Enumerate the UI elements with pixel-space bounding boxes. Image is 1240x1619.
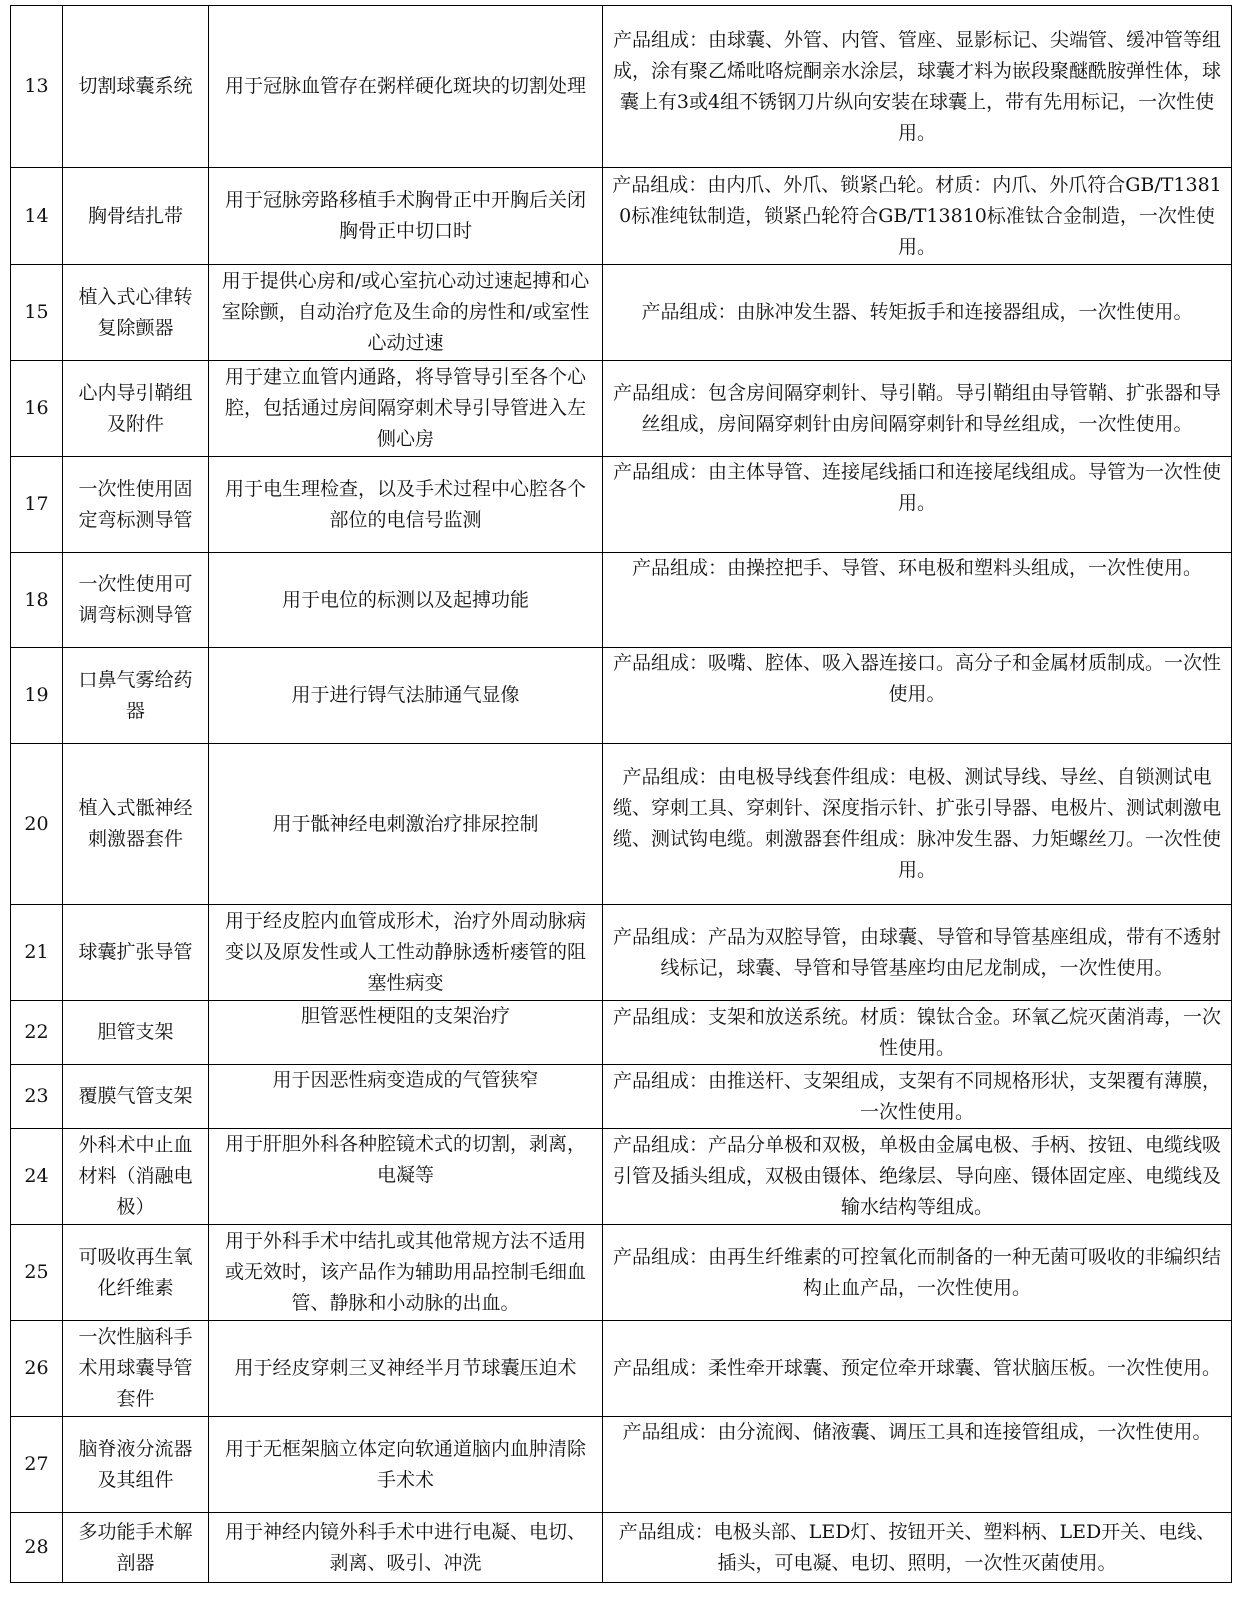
table-row bbox=[11, 265, 1232, 361]
table-row bbox=[11, 1417, 1232, 1513]
row-number: 27 bbox=[11, 1417, 63, 1513]
intended-use: 用于电生理检查，以及手术过程中心腔各个部位的电信号监测 bbox=[209, 457, 603, 553]
intended-use: 用于提供心房和/或心室抗心动过速起搏和心室除颤，自动治疗危及生命的房性和/或室性心动过速 bbox=[209, 265, 603, 361]
row-number: 24 bbox=[11, 1129, 63, 1225]
intended-use: 用于神经内镜外科手术中进行电凝、电切、剥离、吸引、冲洗 bbox=[209, 1513, 603, 1583]
intended-use: 用于无框架脑立体定向软通道脑内血肿清除手术术 bbox=[209, 1417, 603, 1513]
product-composition: 产品组成：由推送杆、支架组成，支架有不同规格形状，支架覆有薄膜，一次性使用。 bbox=[603, 1065, 1232, 1129]
table-row bbox=[11, 905, 1232, 1001]
intended-use: 用于冠脉血管存在粥样硬化斑块的切割处理 bbox=[209, 6, 603, 168]
table-row bbox=[11, 361, 1232, 457]
product-name: 一次性使用固定弯标测导管 bbox=[63, 457, 209, 553]
intended-use: 用于建立血管内通路，将导管导引至各个心腔，包括通过房间隔穿刺术导引导管进入左侧心房 bbox=[209, 361, 603, 457]
product-name: 口鼻气雾给药器 bbox=[63, 648, 209, 744]
row-number: 28 bbox=[11, 1513, 63, 1583]
row-number: 20 bbox=[11, 744, 63, 905]
row-number: 26 bbox=[11, 1321, 63, 1417]
product-name: 多功能手术解剖器 bbox=[63, 1513, 209, 1583]
product-composition: 产品组成：由操控把手、导管、环电极和塑料头组成，一次性使用。 bbox=[603, 553, 1232, 648]
row-number: 25 bbox=[11, 1225, 63, 1321]
product-composition: 产品组成：产品分单极和双极，单极由金属电极、手柄、按钮、电缆线吸引管及插头组成，双极由镊体、绝缘层、导向座、镊体固定座、电缆线及输水结构等组成。 bbox=[603, 1129, 1232, 1225]
product-name: 外科术中止血材料（消融电极） bbox=[63, 1129, 209, 1225]
product-composition: 产品组成：由电极导线套件组成：电极、测试导线、导丝、自锁测试电缆、穿刺工具、穿刺针、深度指示针、扩张引导器、电极片、测试刺激电缆、测试钩电缆。刺激器套件组成：脉冲发生器、力矩螺丝刀。一次性使用。 bbox=[603, 744, 1232, 905]
intended-use: 用于进行锝气法肺通气显像 bbox=[209, 648, 603, 744]
product-name: 胸骨结扎带 bbox=[63, 168, 209, 265]
product-name: 植入式骶神经刺激器套件 bbox=[63, 744, 209, 905]
table-row bbox=[11, 1321, 1232, 1417]
product-composition: 产品组成：由内爪、外爪、锁紧凸轮。材质：内爪、外爪符合GB/T13810标准纯钛制造，锁紧凸轮符合GB/T13810标准钛合金制造，一次性使用。 bbox=[603, 168, 1232, 265]
table-row bbox=[11, 1513, 1232, 1583]
intended-use: 用于经皮穿刺三叉神经半月节球囊压迫术 bbox=[209, 1321, 603, 1417]
product-name: 胆管支架 bbox=[63, 1001, 209, 1065]
row-number: 22 bbox=[11, 1001, 63, 1065]
table-row bbox=[11, 168, 1232, 265]
intended-use: 用于电位的标测以及起搏功能 bbox=[209, 553, 603, 648]
table-row bbox=[11, 553, 1232, 648]
intended-use: 用于经皮腔内血管成形术，治疗外周动脉病变以及原发性或人工性动静脉透析瘘管的阻塞性病变 bbox=[209, 905, 603, 1001]
device-table bbox=[10, 5, 1232, 1583]
device-table-page bbox=[10, 5, 1231, 1583]
product-name: 切割球囊系统 bbox=[63, 6, 209, 168]
product-composition: 产品组成：由球囊、外管、内管、管座、显影标记、尖端管、缓冲管等组成，涂有聚乙烯吡咯烷酮亲水涂层，球囊才料为嵌段聚醚酰胺弹性体，球囊上有3或4组不锈钢刀片纵向安装在球囊上，带有先用标记，一次性使用。 bbox=[603, 6, 1232, 168]
table-row bbox=[11, 744, 1232, 905]
table-row bbox=[11, 1065, 1232, 1129]
product-name: 一次性脑科手术用球囊导管套件 bbox=[63, 1321, 209, 1417]
product-composition: 产品组成：包含房间隔穿刺针、导引鞘。导引鞘组由导管鞘、扩张器和导丝组成，房间隔穿刺针由房间隔穿刺针和导丝组成，一次性使用。 bbox=[603, 361, 1232, 457]
intended-use: 用于因恶性病变造成的气管狭窄 bbox=[209, 1065, 603, 1129]
intended-use: 用于外科手术中结扎或其他常规方法不适用或无效时，该产品作为辅助用品控制毛细血管、静脉和小动脉的出血。 bbox=[209, 1225, 603, 1321]
product-composition: 产品组成：由脉冲发生器、转矩扳手和连接器组成，一次性使用。 bbox=[603, 265, 1232, 361]
row-number: 23 bbox=[11, 1065, 63, 1129]
row-number: 14 bbox=[11, 168, 63, 265]
product-name: 球囊扩张导管 bbox=[63, 905, 209, 1001]
product-composition: 产品组成：由主体导管、连接尾线插口和连接尾线组成。导管为一次性使用。 bbox=[603, 457, 1232, 553]
row-number: 19 bbox=[11, 648, 63, 744]
product-composition: 产品组成：支架和放送系统。材质：镍钛合金。环氧乙烷灭菌消毒，一次性使用。 bbox=[603, 1001, 1232, 1065]
product-composition: 产品组成：柔性牵开球囊、预定位牵开球囊、管状脑压板。一次性使用。 bbox=[603, 1321, 1232, 1417]
row-number: 21 bbox=[11, 905, 63, 1001]
table-row bbox=[11, 1225, 1232, 1321]
product-composition: 产品组成：电极头部、LED灯、按钮开关、塑料柄、LED开关、电线、插头，可电凝、电切、照明，一次性灭菌使用。 bbox=[603, 1513, 1232, 1583]
row-number: 17 bbox=[11, 457, 63, 553]
table-row bbox=[11, 1001, 1232, 1065]
product-composition: 产品组成：由分流阀、储液囊、调压工具和连接管组成，一次性使用。 bbox=[603, 1417, 1232, 1513]
intended-use: 用于骶神经电刺激治疗排尿控制 bbox=[209, 744, 603, 905]
product-name: 植入式心律转复除颤器 bbox=[63, 265, 209, 361]
product-name: 一次性使用可调弯标测导管 bbox=[63, 553, 209, 648]
table-row bbox=[11, 457, 1232, 553]
product-composition: 产品组成：吸嘴、腔体、吸入器连接口。高分子和金属材质制成。一次性使用。 bbox=[603, 648, 1232, 744]
row-number: 15 bbox=[11, 265, 63, 361]
table-row bbox=[11, 1129, 1232, 1225]
product-name: 脑脊液分流器及其组件 bbox=[63, 1417, 209, 1513]
row-number: 13 bbox=[11, 6, 63, 168]
table-row bbox=[11, 6, 1232, 168]
product-composition: 产品组成：产品为双腔导管，由球囊、导管和导管基座组成，带有不透射线标记，球囊、导管和导管基座均由尼龙制成，一次性使用。 bbox=[603, 905, 1232, 1001]
table-row bbox=[11, 648, 1232, 744]
row-number: 16 bbox=[11, 361, 63, 457]
row-number: 18 bbox=[11, 553, 63, 648]
intended-use: 用于肝胆外科各种腔镜术式的切割，剥离，电凝等 bbox=[209, 1129, 603, 1225]
intended-use: 胆管恶性梗阻的支架治疗 bbox=[209, 1001, 603, 1065]
intended-use: 用于冠脉旁路移植手术胸骨正中开胸后关闭胸骨正中切口时 bbox=[209, 168, 603, 265]
product-composition: 产品组成：由再生纤维素的可控氧化而制备的一种无菌可吸收的非编织结构止血产品，一次性使用。 bbox=[603, 1225, 1232, 1321]
product-name: 覆膜气管支架 bbox=[63, 1065, 209, 1129]
product-name: 可吸收再生氧化纤维素 bbox=[63, 1225, 209, 1321]
product-name: 心内导引鞘组及附件 bbox=[63, 361, 209, 457]
